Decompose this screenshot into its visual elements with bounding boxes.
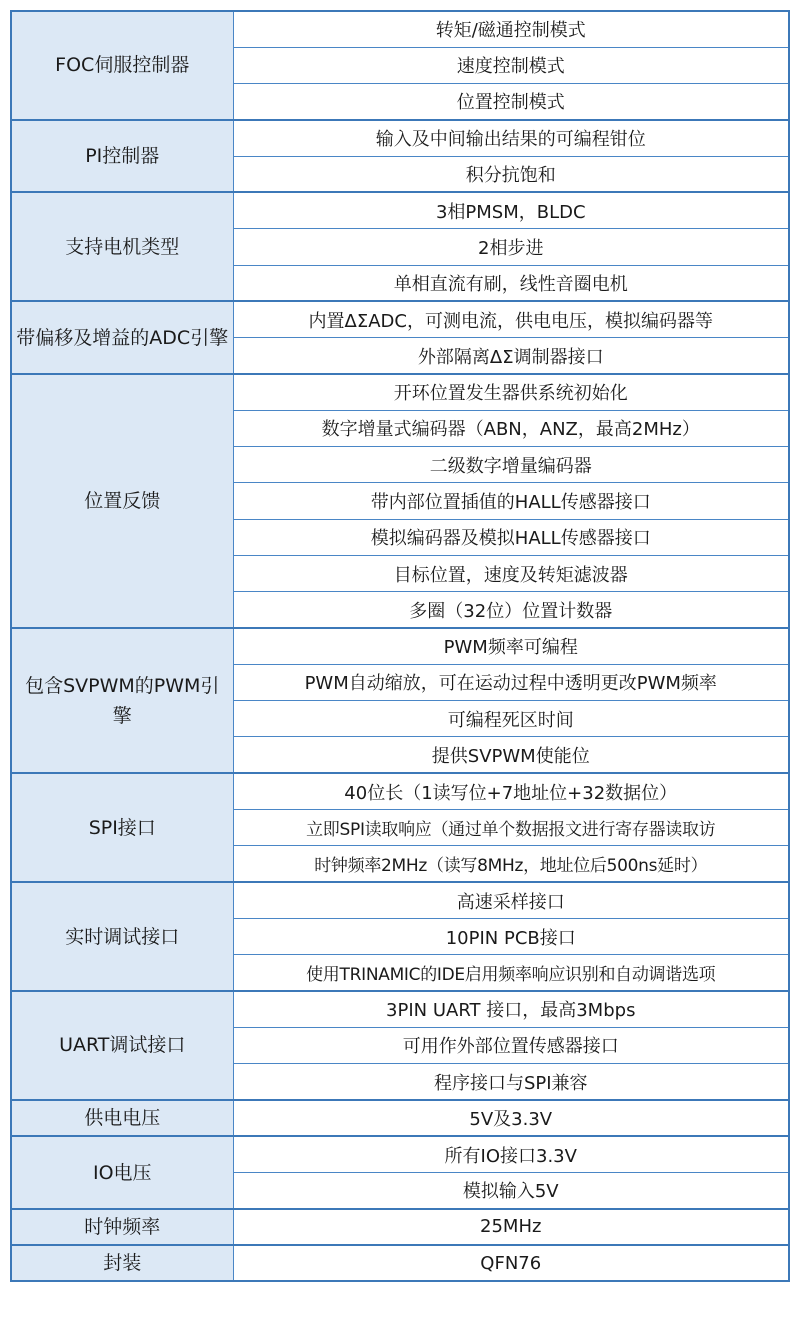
spec-table-container <box>10 10 790 1282</box>
feature-cell: 2相步进 <box>233 229 789 265</box>
feature-cell: 速度控制模式 <box>233 47 789 83</box>
category-cell: 支持电机类型 <box>11 192 233 301</box>
feature-cell: 立即SPI读取响应（通过单个数据报文进行寄存器读取访 <box>233 810 789 846</box>
feature-cell: 程序接口与SPI兼容 <box>233 1064 789 1100</box>
spec-group <box>11 991 789 1100</box>
feature-cell: 可用作外部位置传感器接口 <box>233 1027 789 1063</box>
spec-group <box>11 882 789 991</box>
category-cell: 位置反馈 <box>11 374 233 628</box>
feature-cell: 位置控制模式 <box>233 84 789 120</box>
feature-cell: 数字增量式编码器（ABN，ANZ，最高2MHz） <box>233 410 789 446</box>
feature-cell: PWM频率可编程 <box>233 628 789 664</box>
feature-cell: 外部隔离ΔΣ调制器接口 <box>233 338 789 374</box>
table-row <box>11 882 789 918</box>
category-cell: 带偏移及增益的ADC引擎 <box>11 301 233 374</box>
category-cell: 供电电压 <box>11 1100 233 1136</box>
table-row <box>11 1100 789 1136</box>
spec-group <box>11 1100 789 1136</box>
category-cell: 实时调试接口 <box>11 882 233 991</box>
feature-cell: QFN76 <box>233 1245 789 1281</box>
table-row <box>11 192 789 228</box>
feature-cell: 3PIN UART 接口，最高3Mbps <box>233 991 789 1027</box>
feature-cell: 提供SVPWM使能位 <box>233 737 789 773</box>
feature-cell: 单相直流有刷，线性音圈电机 <box>233 265 789 301</box>
feature-cell: 二级数字增量编码器 <box>233 447 789 483</box>
category-cell: 包含SVPWM的PWM引擎 <box>11 628 233 773</box>
category-cell: PI控制器 <box>11 120 233 193</box>
feature-cell: 5V及3.3V <box>233 1100 789 1136</box>
feature-cell: 开环位置发生器供系统初始化 <box>233 374 789 410</box>
feature-cell: 转矩/磁通控制模式 <box>233 11 789 47</box>
spec-group <box>11 374 789 628</box>
table-row <box>11 773 789 809</box>
spec-group <box>11 628 789 773</box>
feature-cell: 10PIN PCB接口 <box>233 918 789 954</box>
table-row <box>11 11 789 47</box>
spec-group <box>11 301 789 374</box>
spec-group <box>11 192 789 301</box>
feature-cell: 高速采样接口 <box>233 882 789 918</box>
category-cell: FOC伺服控制器 <box>11 11 233 120</box>
feature-cell: 3相PMSM，BLDC <box>233 192 789 228</box>
table-row <box>11 1136 789 1172</box>
spec-group <box>11 11 789 120</box>
table-row <box>11 991 789 1027</box>
table-row <box>11 1245 789 1281</box>
spec-group <box>11 773 789 882</box>
feature-cell: 多圈（32位）位置计数器 <box>233 592 789 628</box>
table-row <box>11 120 789 156</box>
feature-cell: 模拟输入5V <box>233 1173 789 1209</box>
spec-group <box>11 1136 789 1209</box>
table-row <box>11 628 789 664</box>
category-cell: 封装 <box>11 1245 233 1281</box>
category-cell: 时钟频率 <box>11 1209 233 1245</box>
table-row <box>11 374 789 410</box>
category-cell: UART调试接口 <box>11 991 233 1100</box>
spec-table <box>10 10 790 1282</box>
feature-cell: 25MHz <box>233 1209 789 1245</box>
category-cell: IO电压 <box>11 1136 233 1209</box>
feature-cell: 40位长（1读写位+7地址位+32数据位） <box>233 773 789 809</box>
spec-group <box>11 120 789 193</box>
feature-cell: PWM自动缩放，可在运动过程中透明更改PWM频率 <box>233 664 789 700</box>
table-row <box>11 301 789 337</box>
feature-cell: 目标位置，速度及转矩滤波器 <box>233 555 789 591</box>
feature-cell: 带内部位置插值的HALL传感器接口 <box>233 483 789 519</box>
feature-cell: 输入及中间输出结果的可编程钳位 <box>233 120 789 156</box>
feature-cell: 所有IO接口3.3V <box>233 1136 789 1172</box>
feature-cell: 使用TRINAMIC的IDE启用频率响应识别和自动调谐选项 <box>233 955 789 991</box>
table-row <box>11 1209 789 1245</box>
feature-cell: 时钟频率2MHz（读写8MHz，地址位后500ns延时） <box>233 846 789 882</box>
spec-group <box>11 1209 789 1245</box>
spec-group <box>11 1245 789 1281</box>
category-cell: SPI接口 <box>11 773 233 882</box>
feature-cell: 可编程死区时间 <box>233 701 789 737</box>
feature-cell: 内置ΔΣADC，可测电流，供电电压，模拟编码器等 <box>233 301 789 337</box>
feature-cell: 积分抗饱和 <box>233 156 789 192</box>
feature-cell: 模拟编码器及模拟HALL传感器接口 <box>233 519 789 555</box>
